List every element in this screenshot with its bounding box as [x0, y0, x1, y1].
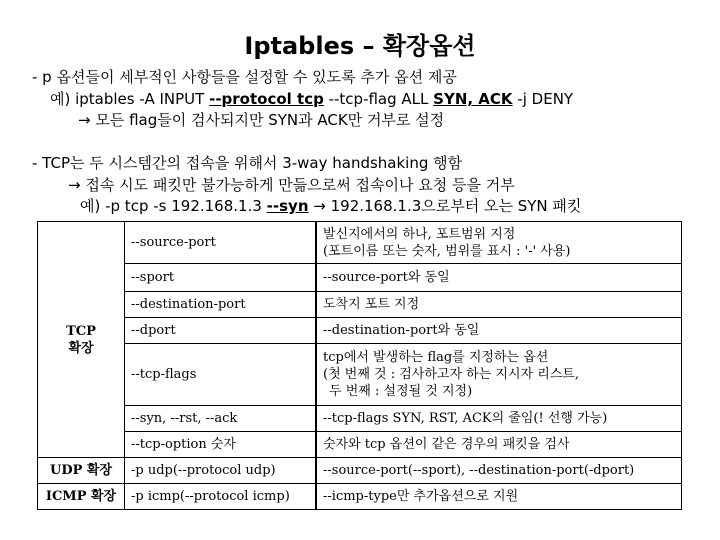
description-line: (첫 번째 것 : 검사하고자 하는 지시자 리스트,: [323, 367, 579, 382]
section1-line3: → 모든 flag들이 검사되지만 SYN과 ACK만 거부로 설정: [78, 111, 445, 129]
description-line: 발신지에서의 하나, 포트범위 지정: [323, 226, 516, 242]
syn-option-underlined: --syn: [266, 197, 309, 215]
option-cell: --dport: [125, 318, 317, 344]
table-row: [38, 222, 682, 264]
description-cell: [316, 344, 682, 406]
example-prefix: 예) iptables -A INPUT: [50, 90, 210, 108]
table-row: [38, 458, 682, 484]
section1-line1: - p 옵션들이 세부적인 사항들을 설정할 수 있도록 추가 옵션 제공: [32, 68, 457, 86]
syn-example-suffix: → 192.168.1.3으로부터 오는 SYN 패킷: [308, 197, 582, 215]
extension-options-table: [37, 221, 682, 510]
section2-example: [80, 197, 581, 215]
section1-example: [50, 90, 573, 108]
table-row: [38, 406, 682, 432]
example-protocol-underlined: --protocol tcp: [209, 90, 324, 108]
option-cell: --source-port: [125, 222, 317, 264]
table-row: [38, 344, 682, 406]
icmp-extension-label: ICMP 확장: [38, 484, 125, 510]
section2-line1: - TCP는 두 시스템간의 접속을 위해서 3-way handshaking 행함: [32, 154, 463, 172]
tcp-label-ext: 확장: [68, 340, 94, 356]
description-cell: --icmp-type만 추가옵션으로 지원: [316, 484, 682, 510]
page-title: Iptables – 확장옵션: [244, 32, 476, 60]
table-row: [38, 432, 682, 458]
example-mid: --tcp-flag ALL: [323, 90, 434, 108]
description-cell: [316, 222, 682, 264]
example-suffix: -j DENY: [512, 90, 574, 108]
table-row: [38, 264, 682, 292]
option-cell: --sport: [125, 264, 317, 292]
description-cell: --destination-port와 동일: [316, 318, 682, 344]
syn-example-prefix: 예) -p tcp -s 192.168.1.3: [80, 197, 267, 215]
example-flags-underlined: SYN, ACK: [433, 90, 513, 108]
option-cell: --tcp-flags: [125, 344, 317, 406]
option-cell: --syn, --rst, --ack: [125, 406, 317, 432]
description-cell: --source-port(--sport), --destination-port(-dport): [316, 458, 682, 484]
description-line: (포트이름 또는 숫자, 범위를 표시 : '-' 사용): [323, 243, 571, 259]
table-row: [38, 318, 682, 344]
table-row: [38, 292, 682, 318]
option-cell: -p udp(--protocol udp): [125, 458, 317, 484]
description-line: tcp에서 발생하는 flag를 지정하는 옵션: [323, 350, 549, 365]
description-cell: 숫자와 tcp 옵션이 같은 경우의 패킷을 검사: [316, 432, 682, 458]
tcp-extension-label: [38, 222, 125, 458]
option-cell: --destination-port: [125, 292, 317, 318]
description-cell: --source-port와 동일: [316, 264, 682, 292]
table-row: [38, 484, 682, 510]
section2-line2: → 접속 시도 패킷만 불가능하게 만듦으로써 접속이나 요청 등을 거부: [68, 176, 515, 194]
description-line: 두 번째 : 설정될 것 지정): [329, 384, 473, 399]
option-cell: --tcp-option 숫자: [125, 432, 317, 458]
description-cell: --tcp-flags SYN, RST, ACK의 줄임(! 선행 가능): [316, 406, 682, 432]
udp-extension-label: UDP 확장: [38, 458, 125, 484]
tcp-label: TCP: [66, 323, 96, 339]
option-cell: -p icmp(--protocol icmp): [125, 484, 317, 510]
description-cell: 도착지 포트 지정: [316, 292, 682, 318]
